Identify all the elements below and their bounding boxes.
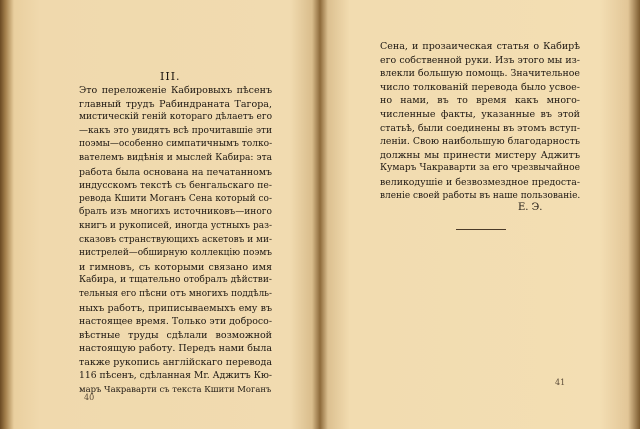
page-number-right: 41 — [555, 378, 566, 387]
text-line: настоящее время. Только эти добросо- — [79, 316, 272, 328]
text-line: вѣстные труды сдѣлали возможной — [79, 329, 272, 341]
text-line: книгъ и рукописей, иногда устныхъ раз- — [79, 220, 272, 231]
text-line: маръ Чакраварти съ текста Кшити Моганъ — [79, 384, 272, 395]
text-line: мистическiй генiй котораго дѣлаетъ его — [79, 112, 272, 123]
text-line: ныхъ работъ, приписываемыхъ ему въ — [79, 302, 272, 314]
signature: Е. Э. — [518, 202, 543, 213]
text-line: число толкованiй перевода было усвое- — [380, 81, 580, 93]
text-line: нистрелей—обширную коллекцiю поэмъ — [79, 248, 272, 259]
text-line: сказовъ странствующихъ аскетовъ и ми- — [79, 234, 273, 245]
page-number-left: 40 — [84, 393, 95, 402]
text-line: влекли большую помощь. Значительное — [380, 68, 580, 80]
text-line: Это переложенie Кабировыхъ пѣсенъ — [79, 85, 272, 96]
text-line: главный трудъ Рабиндраната Тагора, — [79, 98, 272, 110]
text-line: ленiи. Свою наибольшую благодарность — [380, 136, 580, 148]
text-line: численные факты, указанные въ этой — [380, 108, 580, 120]
text-line: но нами, въ то время какъ много- — [380, 95, 580, 107]
text-line: также рукопись англiйскаго перевода — [79, 356, 272, 368]
text-line: и гимновъ, съ которыми связано имя — [79, 261, 272, 273]
right-page — [320, 0, 640, 429]
text-line: бралъ изъ многихъ источниковъ—иного — [79, 207, 272, 218]
text-line: статьѣ, были соединены въ этомъ вступ- — [380, 122, 580, 134]
left-page-text — [79, 84, 272, 397]
text-line: великодушiе и безвозмездное предоста- — [380, 176, 580, 188]
divider-rule — [456, 229, 506, 230]
text-line: Кабира, и тщательно отобралъ дѣйстви- — [79, 275, 272, 286]
text-line: Кумаръ Чакраварти за его чрезвычайное — [380, 163, 580, 174]
text-line: 116 пѣсенъ, сдѣланная Mr. Аджитъ Кю- — [79, 370, 272, 382]
text-line: индусскомъ текстѣ съ бенгальскаго пе- — [79, 180, 272, 192]
text-line: вателемъ видѣнiя и мыслей Кабира: эта — [79, 152, 272, 163]
text-line: Сена, и прозаическая статья о Кабирѣ — [380, 41, 580, 52]
text-line: ревода Кшити Моганъ Сена который со- — [79, 193, 272, 204]
text-line: поэмы—особенно симпатичнымъ толко- — [79, 139, 273, 150]
text-line: его собственной руки. Изъ этого мы из- — [380, 54, 580, 66]
text-line: —какъ это увидятъ всѣ прочитавшiе эти — [79, 125, 272, 136]
text-line: должны мы принести мистеру Аджитъ — [380, 149, 580, 161]
section-heading: III. — [160, 70, 181, 83]
text-line: работа была основана на печатанномъ — [79, 166, 272, 178]
text-line: вленiе своей работы въ наше пользованiе. — [380, 190, 581, 201]
text-line: настоящую работу. Передъ нами была — [79, 343, 273, 355]
text-line: тельныя его пѣсни отъ многихъ поддѣль- — [79, 288, 272, 299]
right-page-text — [380, 40, 580, 203]
